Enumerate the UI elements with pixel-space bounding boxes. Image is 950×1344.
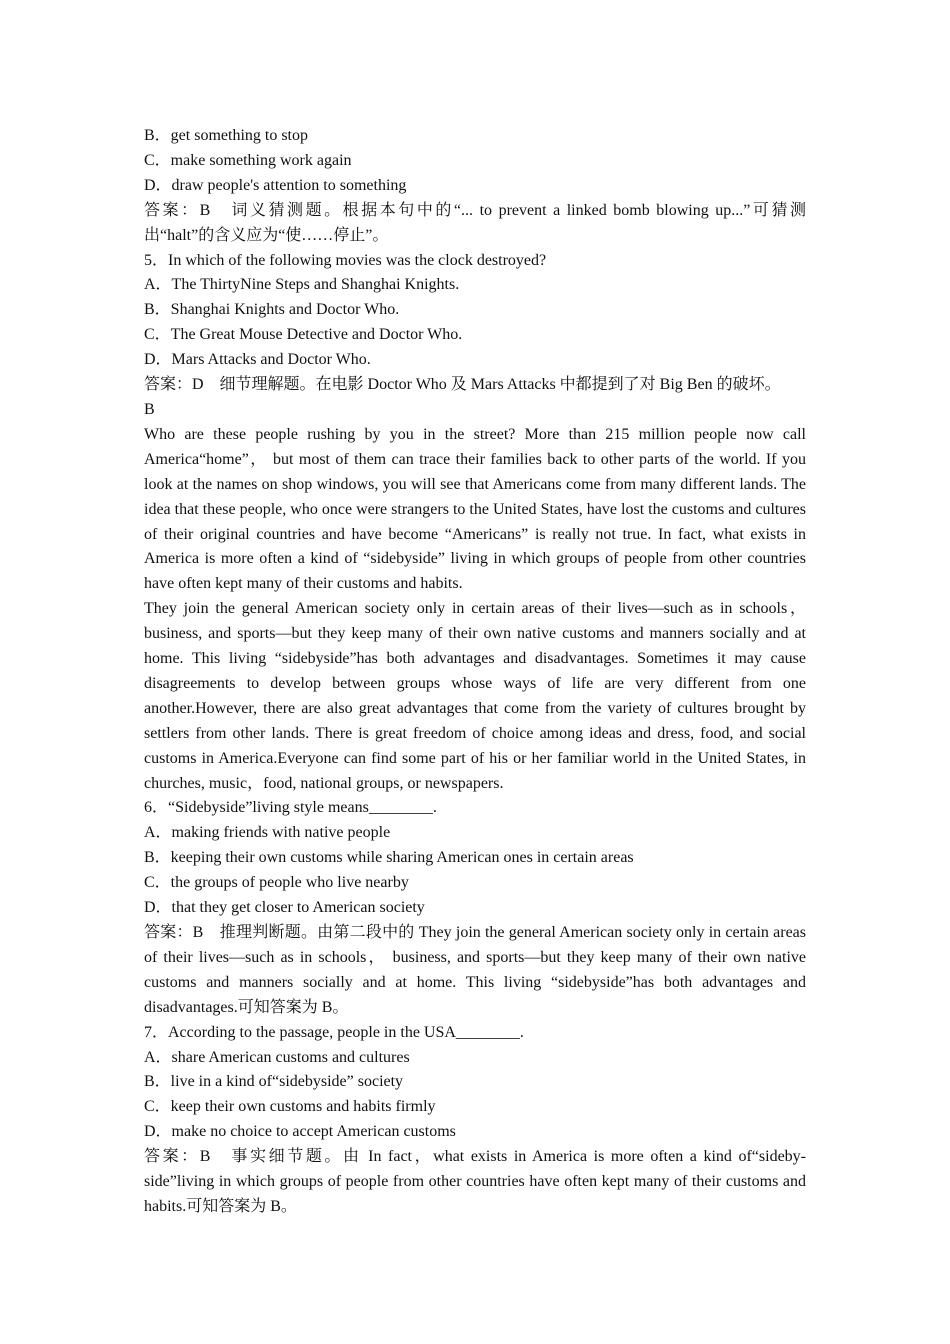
q6-option-c: C．the groups of people who live nearby <box>144 874 409 892</box>
q7-option-b: B．live in a kind of“sidebyside” society <box>144 1073 404 1091</box>
q7-option-d: D．make no choice to accept American customs <box>144 1123 456 1141</box>
q5-option-a: A．The ThirtyNine Steps and Shanghai Knights. <box>144 276 460 294</box>
answer-q4: 答案：B 词义猜测题。根据本句中的“... to prevent a linked bomb blowing up...”可猜测出“halt”的含义应为“使……停止”。 <box>144 201 806 244</box>
answer-q5: 答案：D 细节理解题。在电影 Doctor Who 及 Mars Attacks 中都提到了对 Big Ben 的破坏。 <box>144 376 781 394</box>
q6-option-b: B．keeping their own customs while sharing American ones in certain areas <box>144 849 634 867</box>
question-7: 7．According to the passage, people in the USA________. <box>144 1023 524 1041</box>
section-label: B <box>144 400 155 418</box>
q5-option-d: D．Mars Attacks and Doctor Who. <box>144 351 371 369</box>
answer-q6: 答案：B 推理判断题。由第二段中的 They join the general American society only in certain areas of their lives—such as in schools， business, and sports—but they keep many of their own native customs and manners socially and at home. This living “sidebyside”has both advantages and disadvantages.可知答案为 B。 <box>144 924 806 1016</box>
q5-option-b: B．Shanghai Knights and Doctor Who. <box>144 301 400 319</box>
answer-q7: 答案：B 事实细节题。由 In fact，what exists in America is more often a kind of“sideby-side”living in which groups of people from other countries have often kept many of their customs and habits.可知答案为 B。 <box>144 1148 806 1215</box>
option-line: B．get something to stop <box>144 127 309 144</box>
question-5: 5．In which of the following movies was the clock destroyed? <box>144 251 547 269</box>
passage-paragraph-1: Who are these people rushing by you in the street? More than 215 million people now call America“home”， but most of them can trace their families back to other parts of the world. If you look at the names on shop windows, you will see that Americans come from many different lands. The idea that these people, who once were strangers to the United States, have lost the customs and cultures of their original countries and have become “Americans” is really not true. In fact, what exists in America is more often a kind of “sidebyside” living in which groups of people from other countries have often kept many of their customs and habits. <box>144 425 806 593</box>
q7-option-c: C．keep their own customs and habits firmly <box>144 1098 436 1116</box>
option-line: D．draw people's attention to something <box>144 176 407 194</box>
option-line: C．make something work again <box>144 151 352 169</box>
passage-paragraph-2: They join the general American society only in certain areas of their lives—such as in schools， business, and sports—but they keep many of their own native customs and manners socially and at home. This living “sidebyside”has both advantages and disadvantages. Sometimes it may cause disagreements to develop between groups whose ways of life are very different from one another.However, there are also great advantages that come from the variety of cultures brought by settlers from other lands. There is great freedom of choice among ideas and dress, food, and social customs in America.Everyone can find some part of his or her familiar world in the United States, in churches, music，food, national groups, or newspapers. <box>144 600 806 792</box>
q6-option-d: D．that they get closer to American society <box>144 899 425 917</box>
document-page <box>144 124 806 1220</box>
q6-option-a: A．making friends with native people <box>144 824 391 842</box>
q5-option-c: C．The Great Mouse Detective and Doctor Who. <box>144 326 463 344</box>
question-6: 6．“Sidebyside”living style means________. <box>144 799 437 817</box>
q7-option-a: A．share American customs and cultures <box>144 1048 410 1066</box>
